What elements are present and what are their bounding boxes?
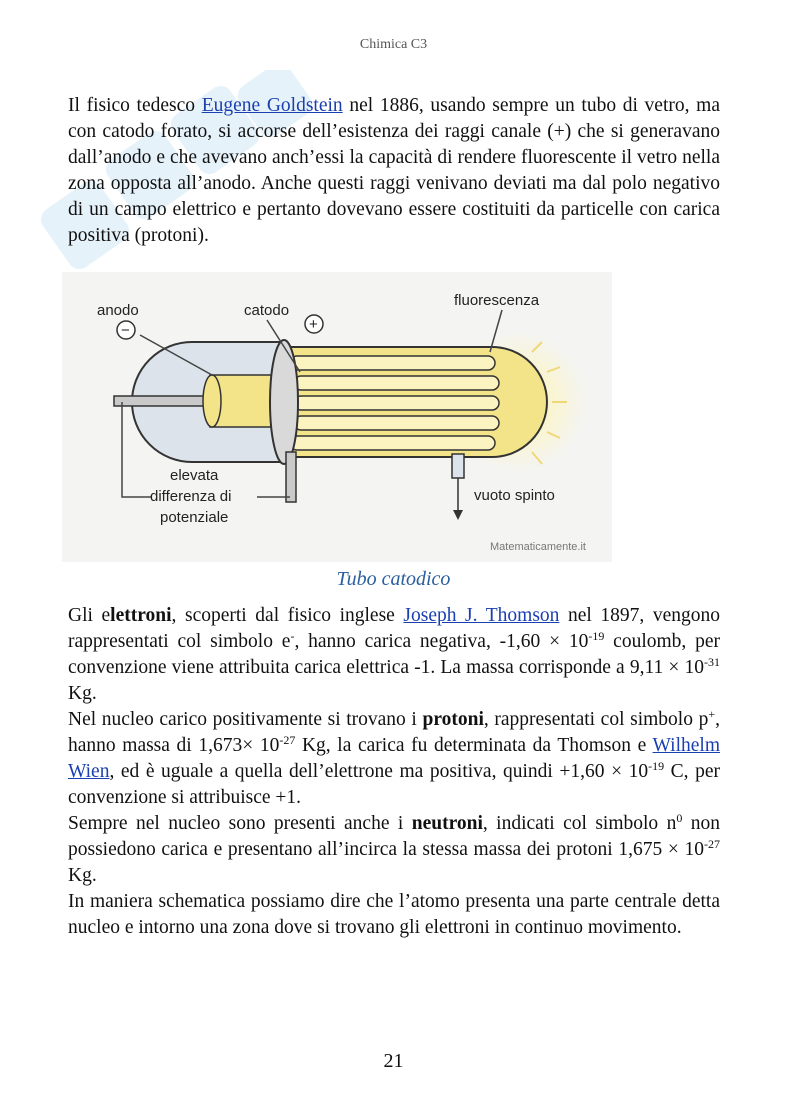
term-protoni: protoni (422, 709, 484, 730)
text-run: Il fisico tedesco (68, 95, 202, 116)
term-elettroni: lettroni (110, 605, 172, 626)
label-potenziale: potenziale (160, 509, 229, 526)
figure-credit: Matematicamente.it (490, 541, 586, 553)
paragraph-protoni (68, 707, 720, 811)
cathode-ray-channels (290, 356, 499, 450)
superscript: 0 (676, 811, 683, 825)
cathode-lead (286, 452, 296, 502)
paragraph-atomo: In maniera schematica possiamo dire che l’atomo presenta una parte centrale detta nucleo e intorno una zona dove si trovano gli elettroni in continuo movimento. (68, 891, 720, 938)
label-vuoto-spinto: vuoto spinto (474, 487, 555, 504)
vacuum-outlet (452, 454, 464, 478)
text-run: Kg. (68, 683, 97, 704)
paragraph-raggi-canale (68, 93, 720, 249)
anode-disc (203, 375, 221, 427)
term-neutroni: neutroni (411, 813, 483, 834)
text-run: , ed è uguale a quella dell’elettrone ma positiva, quindi +1,60 × 10 (109, 761, 649, 782)
link-joseph-thomson[interactable]: Joseph J. Thomson (403, 605, 560, 626)
superscript: -31 (704, 655, 720, 669)
label-differenza: differenza di (150, 488, 232, 505)
text-run: , hanno massa di 1,673× 10 (68, 709, 720, 756)
superscript: -19 (648, 759, 665, 773)
superscript: -27 (704, 837, 720, 851)
cathode-tube-figure (62, 272, 612, 562)
link-eugene-goldstein[interactable]: Eugene Goldstein (201, 95, 343, 116)
running-header: Chimica C3 (359, 37, 428, 52)
cathode-tube-diagram (62, 272, 612, 562)
text-run: , scoperti dal fisico inglese (171, 605, 404, 626)
superscript: - (290, 629, 295, 643)
perforated-cathode (270, 340, 298, 464)
paragraph-particelle (68, 603, 720, 941)
label-minus: − (121, 322, 130, 339)
page-number: 21 (383, 1050, 404, 1072)
figure-caption: Tubo catodico (336, 568, 451, 590)
text-run: , rappresentati col simbolo p (483, 709, 709, 730)
text-run: , hanno carica negativa, -1,60 × 10 (294, 631, 589, 652)
text-run: Kg. (68, 865, 97, 886)
text-run: Gli e (68, 605, 111, 626)
superscript: -27 (279, 733, 296, 747)
text-run: nel 1886, usando sempre un tubo di vetro, ma con catodo forato, si accorse dell’esistenza dei raggi canale (+) che si generavano dall’anodo e che avevano anch’essi la capacità di rendere fluorescente il vetro nella zona opposta all’anodo. Anche questi raggi venivano deviati ma dal polo negativo di un campo elettrico e pertanto dovevano essere costituiti da particelle con carica positiva (protoni). (68, 95, 720, 246)
text-run: Nel nucleo carico positivamente si trovano i (68, 709, 423, 730)
label-catodo: catodo (244, 302, 290, 319)
label-fluorescenza: fluorescenza (454, 292, 540, 309)
text-run: Kg, la carica fu determinata da Thomson e (295, 735, 653, 756)
superscript: -19 (588, 629, 605, 643)
label-anodo: anodo (97, 302, 139, 319)
link-wilhelm-wien[interactable]: Wilhelm Wien (68, 735, 720, 782)
label-plus: + (309, 316, 318, 333)
text-run: coulomb, per convenzione viene attribuita carica elettrica -1. La massa corrisponde a 9,11 × 10 (68, 631, 720, 678)
superscript: + (708, 707, 716, 721)
anode-rod (114, 396, 209, 406)
label-elevata: elevata (170, 467, 219, 484)
paragraph-elettroni (68, 603, 720, 707)
text-run: Sempre nel nucleo sono presenti anche i (68, 813, 412, 834)
paragraph-neutroni (68, 811, 720, 889)
text-run: C, per convenzione si attribuisce +1. (68, 761, 721, 808)
text-run: non possiedono carica e presentano all’incirca la stessa massa dei protoni 1,675 × 10 (68, 813, 720, 860)
text-run: nel 1897, vengono rappresentati col simbolo e (68, 605, 720, 652)
text-run: , indicati col simbolo n (482, 813, 677, 834)
